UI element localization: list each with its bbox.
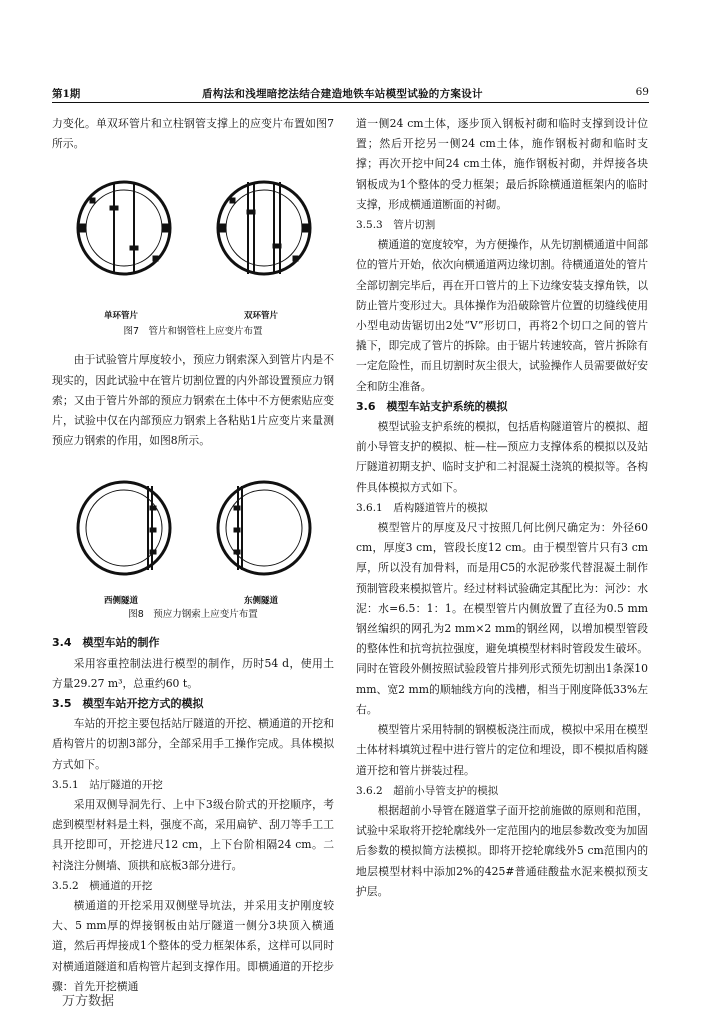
paragraph: 横通道的宽度较窄，为方便操作，从先切割横通道中间部位的管片开始，依次向横通道两边缘切割。待横通道处的管片全部切割完毕后，再在开口管片的上下边缘安装支撑角铁，以防止管片变形过大。具体操作为沿破除管片位置的切缝线使用小型电动齿锯切出2处“V”形切口，再将2个切口之间的管片撬下，即完成了管片的拆除。由于锯片转速较高，管片拆除有一定危险性，而且切割时灰尘很大，试验操作人员需要做好安全和防尘准备。 bbox=[356, 238, 648, 393]
paragraph: 模型管片的厚度及尺寸按照几何比例尺确定为：外径60 cm，厚度3 cm，管段长度12 cm。由于模型管片只有3 cm厚，所以没有加骨料，而是用C5的水泥砂浆代替混凝土制作预制管段来模拟管片。经过材料试验确定其配比为：河沙：水泥：水=6.5：1：1。在模型管片内侧放置了直径为0.5 mm钢丝编织的网孔为2 mm×2 mm的钢丝网，以增加模型管段的整体性和抗弯抗拉强度，避免填模型材料时管段发生破坏。同时在管段外侧按照试验段管片排列形式预先切割出1条深10 mm、宽2 mm的顺轴线方向的浅槽，相当于刚度降低33%左右。 bbox=[356, 521, 648, 716]
figure-7-caption: 图7 管片和钢管柱上应变片布置 bbox=[123, 326, 263, 338]
section-heading-3-4: 3.4 模型车站的制作 bbox=[52, 636, 160, 650]
figure-7-drawing bbox=[52, 160, 334, 320]
subsection-heading-3-5-2: 3.5.2 横通道的开挖 bbox=[52, 879, 153, 892]
subsection-heading-3-6-2: 3.6.2 超前小导管支护的模拟 bbox=[356, 784, 499, 797]
figure-8-label-west: 西侧隧道 bbox=[104, 596, 139, 607]
subsection-heading-3-5-1: 3.5.1 站厅隧道的开挖 bbox=[52, 778, 163, 791]
paragraph: 采用容重控制法进行模型的制作，历时54 d，使用土方量29.27 m³，总重约60 t。 bbox=[52, 656, 334, 690]
figure-7-label-double: 双环管片 bbox=[244, 311, 279, 322]
page-number: 69 bbox=[635, 86, 649, 98]
paragraph: 根据超前小导管在隧道掌子面开挖前施做的原则和范围，试验中采取将开挖轮廓线外一定范围内的地层参数改变为加固后参数的模拟简方法模拟。即将开挖轮廓线外5 cm范围内的地层模型材料中添加2%的425#普通硅酸盐水泥来模拟预支护层。 bbox=[356, 803, 648, 898]
left-column bbox=[52, 114, 334, 997]
paragraph: 由于试验管片厚度较小，预应力钢索深入到管片内是不现实的，因此试验中在管片切割位置的内外部设置预应力钢索；又由于管片外部的预应力钢索在土体中不方便索贴应变片，试验中仅在内部预应力钢索上各粘贴1片应变片来量测预应力钢索的作用，如图8所示。 bbox=[52, 353, 334, 448]
figure-8-caption: 图8 预应力钢索上应变片布置 bbox=[128, 609, 258, 621]
tunnel-east bbox=[218, 482, 310, 574]
figure-7-label-single: 单环管片 bbox=[104, 311, 139, 322]
paragraph: 道一侧24 cm土体，逐步顶入钢板衬砌和临时支撑到设计位置；然后开挖另一侧24 cm土体，施作钢板衬砌和临时支撑；再次开挖中间24 cm土体，施作钢板衬砌，并焊接各块钢板成为1个整体的受力框架；最后拆除横通道框架内的临时支撑，形成横通道断面的衬砌。 bbox=[356, 117, 648, 211]
paragraph: 横通道的开挖采用双侧壁导坑法，并采用支护刚度较大、5 mm厚的焊接钢板由站厅隧道一侧分3块顶入横通道，然后再焊接成1个整体的受力框架体系，这样可以同时对横通道隧道和盾构管片起到支撑作用。即横通道的开挖步骤：首先开挖横通 bbox=[52, 899, 334, 993]
watermark: 万方数据 bbox=[62, 994, 115, 1009]
paragraph: 模型管片采用特制的钢模板浇注而成，模拟中采用在模型土体材料填筑过程中进行管片的定位和埋设，即不模拟盾构隧道开挖和管片拼装过程。 bbox=[356, 723, 648, 777]
figure-7 bbox=[52, 154, 334, 344]
figure-8-drawing bbox=[52, 457, 334, 617]
paragraph: 力变化。单双环管片和立柱钢管支撑上的应变片布置如图7所示。 bbox=[52, 117, 334, 151]
running-title: 盾构法和浅埋暗挖法结合建造地铁车站模型试验的方案设计 bbox=[202, 88, 483, 100]
figure-8 bbox=[52, 451, 334, 627]
tunnel-west bbox=[78, 482, 170, 574]
running-header bbox=[52, 84, 649, 103]
paragraph: 车站的开挖主要包括站厅隧道的开挖、横通道的开挖和盾构管片的切割3部分，全部采用手工操作完成。具体模拟方式如下。 bbox=[52, 717, 334, 771]
subsection-heading-3-5-3: 3.5.3 管片切割 bbox=[356, 219, 436, 232]
figure-8-label-east: 东侧隧道 bbox=[244, 596, 279, 607]
paragraph: 模型试验支护系统的模拟，包括盾构隧道管片的模拟、超前小导管支护的模拟、桩—柱—预应力支撑体系的模拟以及站厅隧道初期支护、临时支护和二衬混凝土浇筑的模拟等。各构件具体模拟方式如下。 bbox=[356, 420, 648, 494]
ring-single bbox=[78, 182, 170, 274]
issue-number: 第1期 bbox=[52, 88, 81, 100]
paragraph: 采用双侧导洞先行、上中下3级台阶式的开挖顺序，考虑到模型材料是土料，强度不高，采用扁铲、刮刀等手工工具开挖即可，开挖进尺12 cm，上下台阶相隔24 cm。二衬浇注分侧墙、顶拱和底板3部分进行。 bbox=[52, 798, 334, 872]
subsection-heading-3-6-1: 3.6.1 盾构隧道管片的模拟 bbox=[356, 501, 488, 514]
ring-double bbox=[218, 182, 310, 274]
section-heading-3-5: 3.5 模型车站开挖方式的模拟 bbox=[52, 697, 204, 711]
section-heading-3-6: 3.6 模型车站支护系统的模拟 bbox=[356, 399, 508, 413]
right-column bbox=[356, 114, 648, 902]
